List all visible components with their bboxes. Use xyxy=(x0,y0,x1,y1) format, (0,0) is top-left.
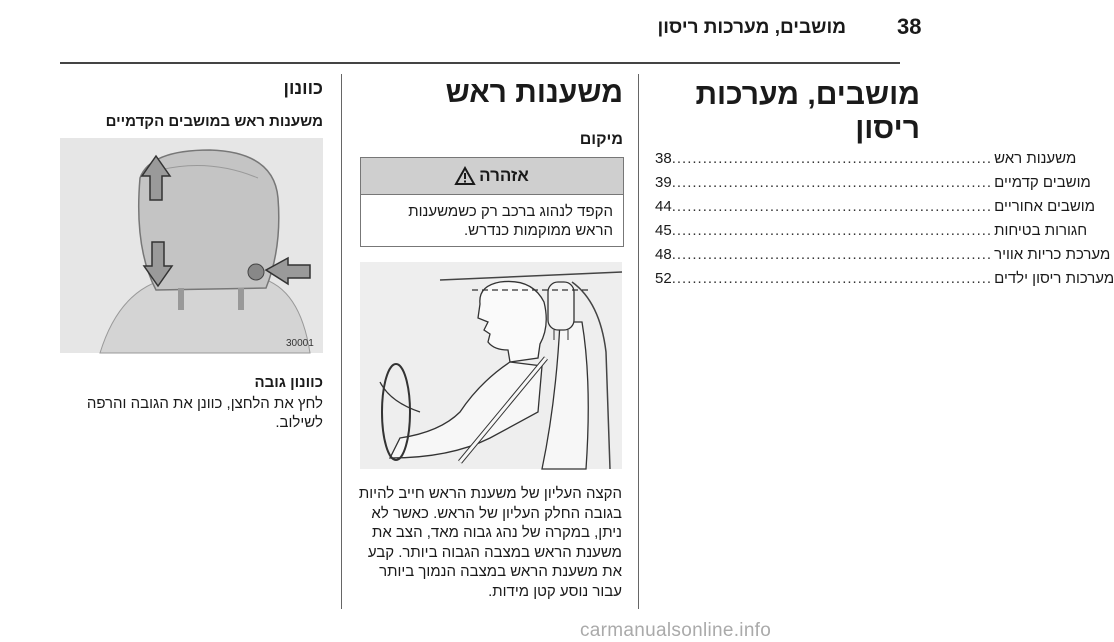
column-divider-left xyxy=(341,74,342,609)
warning-title: אזהרה xyxy=(479,166,529,185)
toc-leader-dots: .............................................................. xyxy=(671,222,993,239)
toc-label: מערכת כריות אוויר xyxy=(994,246,1111,263)
toc-entry[interactable] xyxy=(655,198,1096,220)
toc-label: מושבים אחוריים xyxy=(994,198,1096,215)
toc-entry[interactable] xyxy=(655,150,1077,172)
header-rule xyxy=(60,62,900,64)
toc-label: מושבים קדמיים xyxy=(994,174,1091,191)
chapter-title: מושבים, מערכות ריסון xyxy=(695,78,920,145)
warning-header xyxy=(361,158,623,195)
warning-text: הקפד לנהוג ברכב רק כשמשענות הראש ממוקמות כנדרש. xyxy=(408,203,613,239)
warning-triangle-icon xyxy=(455,167,475,185)
toc-leader-dots: .............................................................. xyxy=(671,198,993,215)
height-adjustment-text: לחץ את הלחצן, כוונן את הגובה והרפה לשילוב. xyxy=(86,395,323,431)
toc-page-number: 38 xyxy=(655,150,672,167)
toc-leader-dots: .............................................................. xyxy=(671,246,993,263)
toc-label: חגורות בטיחות xyxy=(994,222,1088,239)
column-divider-right xyxy=(638,74,639,609)
adjustment-heading: כוונון xyxy=(283,78,323,98)
toc-page-number: 48 xyxy=(655,246,672,263)
headrest-figure xyxy=(60,138,323,353)
warning-box xyxy=(360,157,624,247)
toc-page-number: 39 xyxy=(655,174,672,191)
driver-headrest-illustration xyxy=(360,262,622,469)
toc-label: מערכות ריסון ילדים xyxy=(994,270,1114,287)
toc-leader-dots: .............................................................. xyxy=(671,270,993,287)
headrest-adjustment-illustration xyxy=(60,138,323,353)
height-adjustment-heading: כוונון גובה xyxy=(254,374,323,391)
figure-code: 30001 xyxy=(286,338,314,349)
page-number: 38 xyxy=(897,14,922,39)
toc-page-number: 45 xyxy=(655,222,672,239)
toc-leader-dots: .............................................................. xyxy=(671,150,993,167)
toc-leader-dots: .............................................................. xyxy=(671,174,993,191)
toc-label: משענות ראש xyxy=(994,150,1077,167)
driver-figure xyxy=(360,262,622,469)
toc-entry[interactable] xyxy=(655,270,1114,292)
location-heading: מיקום xyxy=(579,131,623,148)
toc-entry[interactable] xyxy=(655,222,1088,244)
watermark: carmanualsonline.info xyxy=(580,620,772,641)
running-title: מושבים, מערכות ריסון xyxy=(657,17,846,38)
front-headrests-subheading: משענות ראש במושבים הקדמיים xyxy=(105,113,323,130)
toc-page-number: 52 xyxy=(655,270,672,287)
toc-page-number: 44 xyxy=(655,198,672,215)
headrest-position-text: הקצה העליון של משענת הראש חייב להיות בגובה החלק העליון של הראש. כאשר לא ניתן, במקרה של נהג גבוה מאד, הצב את משענת הראש במצבה הגבוה ביותר. קבע את משענת הראש במצבה הנמוך ביותר עבור נוסע קטן מידות. xyxy=(358,485,622,600)
toc-entry[interactable] xyxy=(655,246,1111,268)
section-title: משענות ראש xyxy=(445,76,623,109)
toc-entry[interactable] xyxy=(655,174,1091,196)
